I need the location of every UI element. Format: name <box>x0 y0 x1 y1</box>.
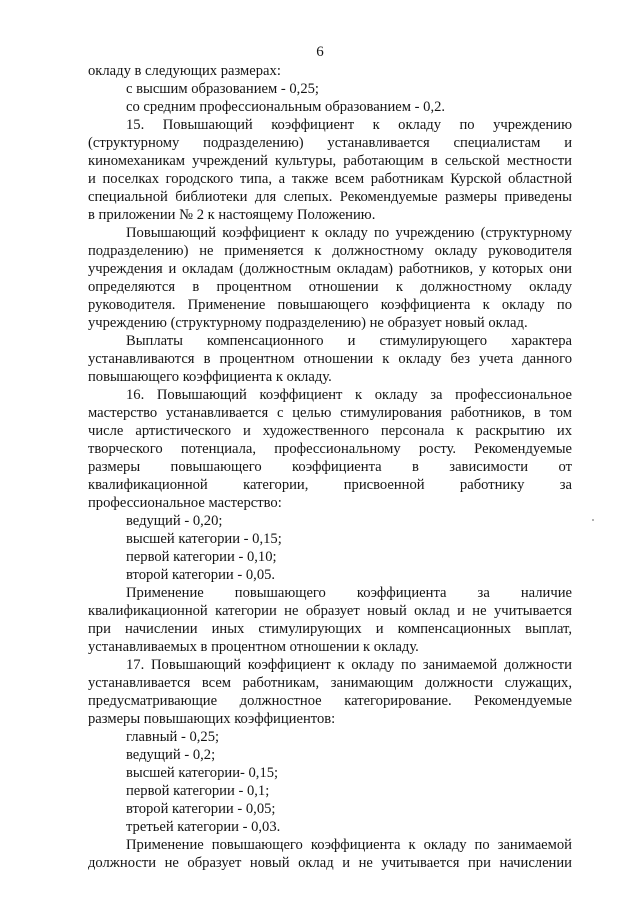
text-line: со средним профессиональным образованием - 0,2. <box>126 99 446 115</box>
text-line: должности не образует новый оклад и не учитывается при начислении <box>88 855 572 871</box>
text-line: 16. Повышающий коэффициент к окладу за профессиональное <box>126 387 572 403</box>
text-line: и поселках городского типа, а также всем работникам Курской областной <box>88 171 572 187</box>
text-line: устанавливается всем работникам, занимающим должности служащих, <box>88 675 572 691</box>
text-line: первой категории - 0,1; <box>126 783 270 799</box>
text-line: Выплаты компенсационного и стимулирующего характера <box>126 333 572 349</box>
text-line: высшей категории- 0,15; <box>126 765 279 781</box>
text-line: с высшим образованием - 0,25; <box>126 81 319 97</box>
text-line: учреждению (структурному подразделению) не образует новый оклад. <box>88 315 528 331</box>
text-line: киномеханикам учреждений культуры, работающим в сельской местности <box>88 153 572 169</box>
text-line: третьей категории - 0,03. <box>126 819 281 835</box>
text-line: ведущий - 0,2; <box>126 747 216 763</box>
text-line: размеры повышающих коэффициентов: <box>88 711 336 727</box>
text-line: творческого потенциала, профессиональному росту. Рекомендуемые <box>88 441 572 457</box>
text-line: профессиональное мастерство: <box>88 495 282 511</box>
text-line: учреждения и окладам (должностным окладам) работников, у которых они <box>88 261 572 277</box>
text-line: размеры повышающего коэффициента в зависимости от <box>88 459 572 475</box>
text-line: определяются в процентном отношении к должностному окладу <box>88 279 572 295</box>
text-line: устанавливаются в процентном отношении к окладу без учета данного <box>88 351 572 367</box>
text-line: предусматривающие должностное категорирование. Рекомендуемые <box>88 693 572 709</box>
scan-speck <box>592 519 594 521</box>
text-line: квалификационной категории не образует новый оклад и не учитывается <box>88 603 572 619</box>
text-line: Повышающий коэффициент к окладу по учреждению (структурному <box>126 225 572 241</box>
text-line: Применение повышающего коэффициента к окладу по занимаемой <box>126 837 572 853</box>
text-line: ведущий - 0,20; <box>126 513 223 529</box>
text-line: специальной библиотеки для слепых. Рекомендуемые размеры приведены <box>88 189 572 205</box>
text-line: Применение повышающего коэффициента за наличие <box>126 585 572 601</box>
text-line: повышающего коэффициента к окладу. <box>88 369 332 385</box>
text-line: второй категории - 0,05. <box>126 567 276 583</box>
text-line: руководителя. Применение повышающего коэффициента к окладу по <box>88 297 572 313</box>
text-line: устанавливаемых в процентном отношении к окладу. <box>88 639 419 655</box>
text-line: мастерство устанавливается с целью стимулирования работников, в том <box>88 405 572 421</box>
text-line: квалификационной категории, присвоенной работнику за <box>88 477 572 493</box>
text-line: 15. Повышающий коэффициент к окладу по учреждению <box>126 117 572 133</box>
text-line: второй категории - 0,05; <box>126 801 276 817</box>
text-line: главный - 0,25; <box>126 729 220 745</box>
text-line: окладу в следующих размерах: <box>88 63 281 79</box>
text-line: первой категории - 0,10; <box>126 549 277 565</box>
text-line: высшей категории - 0,15; <box>126 531 282 547</box>
text-line: 17. Повышающий коэффициент к окладу по занимаемой должности <box>126 657 572 673</box>
text-line: подразделению) не применяется к должностному окладу руководителя <box>88 243 572 259</box>
text-line: числе артистического и художественного персонала к раскрытию их <box>88 423 572 439</box>
text-line: (структурному подразделению) устанавливается специалистам и <box>88 135 572 151</box>
text-line: при начислении иных стимулирующих и компенсационных выплат, <box>88 621 572 637</box>
text-line: в приложении № 2 к настоящему Положению. <box>88 207 376 223</box>
page-number: 6 <box>316 44 324 60</box>
